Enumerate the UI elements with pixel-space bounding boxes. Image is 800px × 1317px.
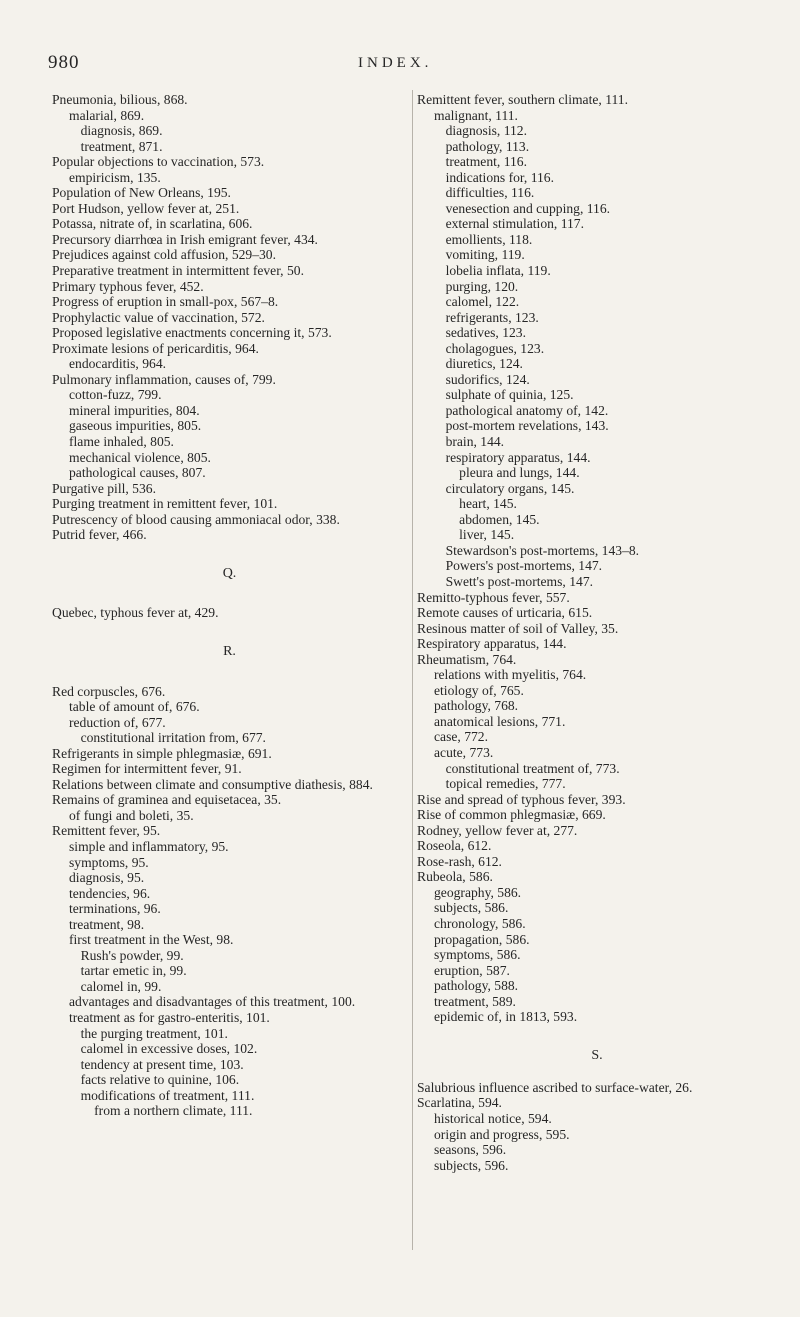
index-subentry: Swett's post-mortems, 147. (445, 573, 594, 589)
index-entry: Rodney, yellow fever at, 277. (417, 822, 578, 838)
index-entry: Resinous matter of soil of Valley, 35. (417, 620, 619, 636)
index-subentry: reduction of, 677. (69, 714, 166, 730)
index-subentry: eruption, 587. (434, 962, 510, 978)
section-letter: R. (223, 644, 236, 660)
index-subentry: from a northern climate, 111. (94, 1103, 253, 1119)
index-entry: Respiratory apparatus, 144. (417, 636, 567, 652)
index-subentry: cotton-fuzz, 799. (69, 387, 162, 403)
index-subentry: symptoms, 95. (69, 854, 149, 870)
index-subentry: subjects, 586. (434, 900, 509, 916)
index-subentry: diagnosis, 95. (69, 870, 145, 886)
index-subentry: constitutional treatment of, 773. (445, 760, 620, 776)
index-entry: Remote causes of urticaria, 615. (417, 605, 593, 621)
index-subentry: treatment, 98. (69, 916, 145, 932)
index-subentry: respiratory apparatus, 144. (445, 449, 591, 465)
index-subentry: first treatment in the West, 98. (69, 932, 234, 948)
index-subentry: etiology of, 765. (434, 682, 524, 698)
section-letter: S. (591, 1048, 603, 1064)
index-subentry: diagnosis, 112. (445, 123, 527, 139)
index-subentry: tartar emetic in, 99. (80, 963, 187, 979)
index-subentry: mineral impurities, 804. (69, 402, 200, 418)
index-entry: Primary typhous fever, 452. (52, 278, 204, 294)
index-subentry: empiricism, 135. (69, 169, 161, 185)
index-subentry: malignant, 111. (434, 107, 518, 123)
index-subentry: purging, 120. (445, 278, 519, 294)
index-entry: Putrescency of blood causing ammoniacal odor, 338. (52, 511, 340, 527)
index-entry: Remittent fever, southern climate, 111. (417, 92, 628, 107)
index-entry: Rise and spread of typhous fever, 393. (417, 791, 626, 807)
index-subentry: pathological anatomy of, 142. (445, 402, 609, 418)
index-entry: Putrid fever, 466. (52, 527, 147, 543)
index-entry: Remitto-typhous fever, 557. (417, 589, 570, 605)
index-entry: Refrigerants in simple phlegmasiæ, 691. (52, 745, 272, 761)
index-subentry: vomiting, 119. (445, 247, 525, 263)
index-entry: Remittent fever, 95. (52, 823, 161, 839)
index-subentry: emollients, 118. (445, 231, 533, 247)
index-subentry: treatment as for gastro-enteritis, 101. (69, 1009, 270, 1025)
index-subentry: diuretics, 124. (445, 356, 523, 372)
index-entry: Rubeola, 586. (417, 869, 493, 885)
index-subentry: calomel in, 99. (80, 978, 162, 994)
index-subentry: the purging treatment, 101. (80, 1025, 228, 1041)
section-letter: Q. (222, 566, 237, 582)
index-subentry: treatment, 589. (434, 993, 516, 1009)
index-entry: Roseola, 612. (417, 838, 492, 854)
index-subentry: pathology, 768. (434, 698, 519, 714)
index-subentry: sulphate of quinia, 125. (445, 387, 574, 403)
index-subentry: liver, 145. (459, 527, 515, 543)
index-subentry: pathology, 113. (445, 138, 530, 154)
index-subentry: pathological causes, 807. (69, 465, 206, 481)
index-subentry: Rush's powder, 99. (80, 947, 184, 963)
page-header (0, 52, 800, 78)
index-column-left (52, 92, 407, 1119)
index-entry: Salubrious influence ascribed to surface-water, 26. (417, 1079, 693, 1095)
section-gap (417, 1064, 777, 1080)
index-subentry: anatomical lesions, 771. (434, 713, 566, 729)
index-subentry: lobelia inflata, 119. (445, 263, 551, 279)
index-subentry: Powers's post-mortems, 147. (445, 558, 603, 574)
index-subentry: sudorifics, 124. (445, 371, 530, 387)
index-subentry: terminations, 96. (69, 901, 161, 917)
index-subentry: calomel, 122. (445, 294, 520, 310)
index-subentry: geography, 586. (434, 884, 522, 900)
index-subentry: propagation, 586. (434, 931, 530, 947)
index-entry: Rose-rash, 612. (417, 853, 502, 869)
index-subentry: calomel in excessive doses, 102. (80, 1041, 258, 1057)
index-subentry: case, 772. (434, 729, 488, 745)
index-subentry: of fungi and boleti, 35. (69, 807, 194, 823)
index-subentry: refrigerants, 123. (445, 309, 539, 325)
index-subentry: origin and progress, 595. (434, 1126, 570, 1142)
index-subentry: advantages and disadvantages of this treatment, 100. (69, 994, 356, 1010)
index-entry: Prophylactic value of vaccination, 572. (52, 309, 265, 325)
section-gap (52, 543, 407, 567)
page-number: 980 (48, 52, 80, 73)
section-gap (52, 621, 407, 645)
section-gap (52, 582, 407, 606)
index-subentry: topical remedies, 777. (445, 776, 566, 792)
index-entry: Potassa, nitrate of, in scarlatina, 606. (52, 216, 253, 232)
index-subentry: relations with myelitis, 764. (434, 667, 587, 683)
index-column-right (417, 92, 777, 1173)
index-subentry: pleura and lungs, 144. (459, 465, 580, 481)
index-entry: Pulmonary inflammation, causes of, 799. (52, 371, 276, 387)
column-divider (412, 90, 413, 1250)
index-subentry: chronology, 586. (434, 915, 526, 931)
index-subentry: modifications of treatment, 111. (80, 1087, 255, 1103)
index-subentry: abdomen, 145. (459, 511, 540, 527)
index-subentry: indications for, 116. (445, 169, 555, 185)
index-entry: Purgative pill, 536. (52, 480, 156, 496)
index-entry: Quebec, typhous fever at, 429. (52, 605, 219, 621)
index-subentry: diagnosis, 869. (80, 123, 163, 139)
index-subentry: simple and inflammatory, 95. (69, 838, 229, 854)
index-entry: Regimen for intermittent fever, 91. (52, 761, 242, 777)
index-subentry: sedatives, 123. (445, 325, 526, 341)
index-subentry: tendency at present time, 103. (80, 1056, 244, 1072)
index-subentry: flame inhaled, 805. (69, 434, 174, 450)
index-subentry: constitutional irritation from, 677. (80, 730, 266, 746)
index-subentry: mechanical violence, 805. (69, 449, 211, 465)
index-entry: Progress of eruption in small-pox, 567–8. (52, 294, 279, 310)
index-subentry: pathology, 588. (434, 978, 519, 994)
index-subentry: symptoms, 586. (434, 947, 521, 963)
index-entry: Remains of graminea and equisetacea, 35. (52, 792, 282, 808)
index-entry: Proximate lesions of pericarditis, 964. (52, 340, 259, 356)
index-subentry: Stewardson's post-mortems, 143–8. (445, 542, 640, 558)
index-entry: Red corpuscles, 676. (52, 683, 166, 699)
index-subentry: table of amount of, 676. (69, 699, 200, 715)
index-entry: Pneumonia, bilious, 868. (52, 92, 188, 107)
index-entry: Scarlatina, 594. (417, 1095, 502, 1111)
section-gap (417, 1025, 777, 1049)
index-subentry: epidemic of, in 1813, 593. (434, 1009, 578, 1025)
index-subentry: gaseous impurities, 805. (69, 418, 202, 434)
index-subentry: facts relative to quinine, 106. (80, 1072, 240, 1088)
index-subentry: seasons, 596. (434, 1142, 507, 1158)
index-entry: Proposed legislative enactments concerning it, 573. (52, 325, 332, 341)
index-entry: Prejudices against cold affusion, 529–30. (52, 247, 277, 263)
index-entry: Precursory diarrhœa in Irish emigrant fever, 434. (52, 231, 318, 247)
index-entry: Purging treatment in remittent fever, 101. (52, 496, 278, 512)
index-subentry: heart, 145. (459, 496, 517, 512)
index-entry: Rise of common phlegmasiæ, 669. (417, 807, 606, 823)
index-entry: Population of New Orleans, 195. (52, 185, 231, 201)
index-subentry: venesection and cupping, 116. (445, 200, 611, 216)
index-subentry: external stimulation, 117. (445, 216, 584, 232)
index-subentry: difficulties, 116. (445, 185, 535, 201)
index-subentry: subjects, 596. (434, 1157, 509, 1173)
index-subentry: cholagogues, 123. (445, 340, 545, 356)
index-entry: Rheumatism, 764. (417, 651, 517, 667)
index-subentry: historical notice, 594. (434, 1110, 552, 1126)
index-entry: Port Hudson, yellow fever at, 251. (52, 200, 240, 216)
index-entry: Relations between climate and consumptive diathesis, 884. (52, 776, 373, 792)
running-title: INDEX. (358, 55, 433, 71)
index-subentry: acute, 773. (434, 744, 494, 760)
index-subentry: endocarditis, 964. (69, 356, 167, 372)
index-entry: Popular objections to vaccination, 573. (52, 154, 265, 170)
index-subentry: malarial, 869. (69, 107, 145, 123)
index-subentry: post-mortem revelations, 143. (445, 418, 609, 434)
index-subentry: circulatory organs, 145. (445, 480, 575, 496)
section-gap (52, 660, 407, 684)
index-entry: Preparative treatment in intermittent fever, 50. (52, 263, 304, 279)
index-subentry: treatment, 871. (80, 138, 163, 154)
index-subentry: treatment, 116. (445, 154, 527, 170)
index-subentry: tendencies, 96. (69, 885, 151, 901)
index-subentry: brain, 144. (445, 434, 505, 450)
